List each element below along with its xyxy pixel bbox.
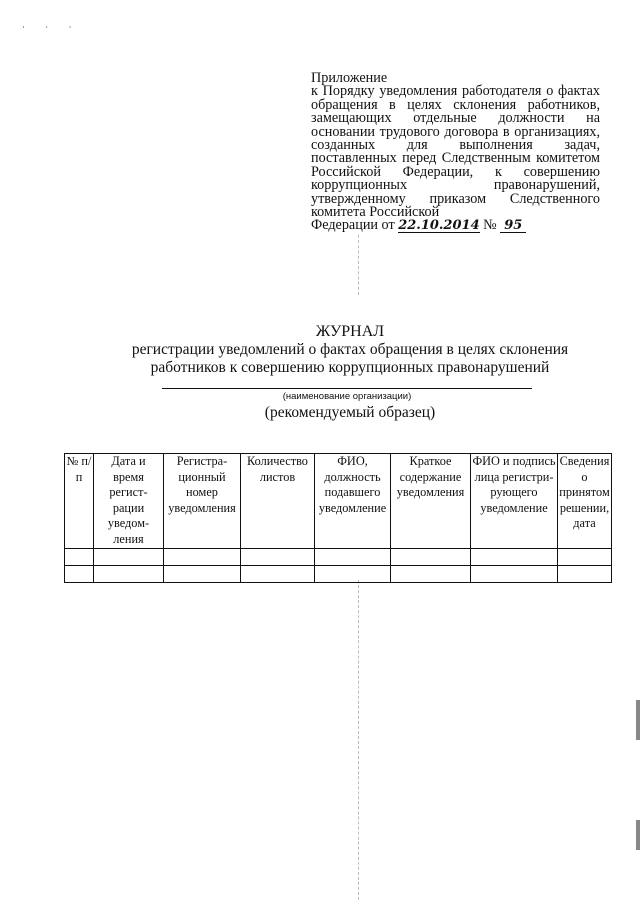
journal-table — [64, 453, 612, 583]
table-cell — [65, 548, 94, 565]
header-cell-date: Дата и время регист-рации уведом-ления — [94, 454, 164, 549]
header-cell-decision: Сведения о принятом решении, дата — [558, 454, 612, 549]
header-cell-sheets: Количество листов — [241, 454, 315, 549]
organization-caption: (наименование организации) — [282, 391, 412, 402]
header-cell-submitter: ФИО, должность подавшего уведомление — [315, 454, 391, 549]
table-row — [65, 548, 612, 565]
sample-note: (рекомендуемый образец) — [264, 404, 436, 421]
appendix-order-line — [311, 219, 600, 233]
header-cell-summary: Краткое содержание уведомления — [391, 454, 471, 549]
scan-fold-line — [358, 580, 359, 900]
federation-prefix: Федерации от — [311, 217, 395, 234]
appendix-text: к Порядку уведомления работодателя о фактах обращения в целях склонения работников, замещающих отдельные должности на основании трудового договора в организациях, созданных для выполнения задач, поставленных перед Следственным комитетом Российской Федерации, к совершению коррупционных правонарушений, утвержденному приказом Следственного комитета Российской — [311, 83, 600, 221]
table-cell — [558, 548, 612, 565]
appendix-title: Приложение — [311, 70, 388, 86]
scan-fold-line — [358, 235, 359, 295]
table-cell — [164, 565, 241, 582]
table-cell — [391, 565, 471, 582]
table-cell — [315, 548, 391, 565]
journal-title: ЖУРНАЛ — [315, 323, 385, 340]
scan-edge-mark — [636, 700, 640, 740]
journal-subtitle-line-1: регистрации уведомлений о фактах обращения в целях склонения — [131, 341, 569, 358]
handwritten-date: 22.10.2014 — [398, 218, 480, 234]
table-cell — [241, 548, 315, 565]
organization-name-line — [162, 388, 532, 389]
appendix-block — [311, 72, 600, 233]
journal-subtitle-line-2: работников к совершению коррупционных правонарушений — [150, 359, 550, 376]
header-cell-registrar: ФИО и подпись лица регистри-рующего уведомление — [471, 454, 558, 549]
number-label: № — [483, 217, 497, 234]
table-row — [65, 565, 612, 582]
table-cell — [391, 548, 471, 565]
table-cell — [164, 548, 241, 565]
handwritten-number: 95 — [500, 220, 526, 233]
table-header-row — [65, 454, 612, 549]
table-cell — [94, 565, 164, 582]
header-cell-number: № п/п — [65, 454, 94, 549]
header-cell-reg-number: Регистра-ционный номер уведомления — [164, 454, 241, 549]
table-cell — [65, 565, 94, 582]
scan-edge-mark — [636, 820, 640, 850]
table-cell — [241, 565, 315, 582]
table-cell — [471, 548, 558, 565]
scan-specks: · · · — [22, 22, 81, 32]
table-cell — [471, 565, 558, 582]
table-cell — [315, 565, 391, 582]
table-cell — [558, 565, 612, 582]
table-cell — [94, 548, 164, 565]
